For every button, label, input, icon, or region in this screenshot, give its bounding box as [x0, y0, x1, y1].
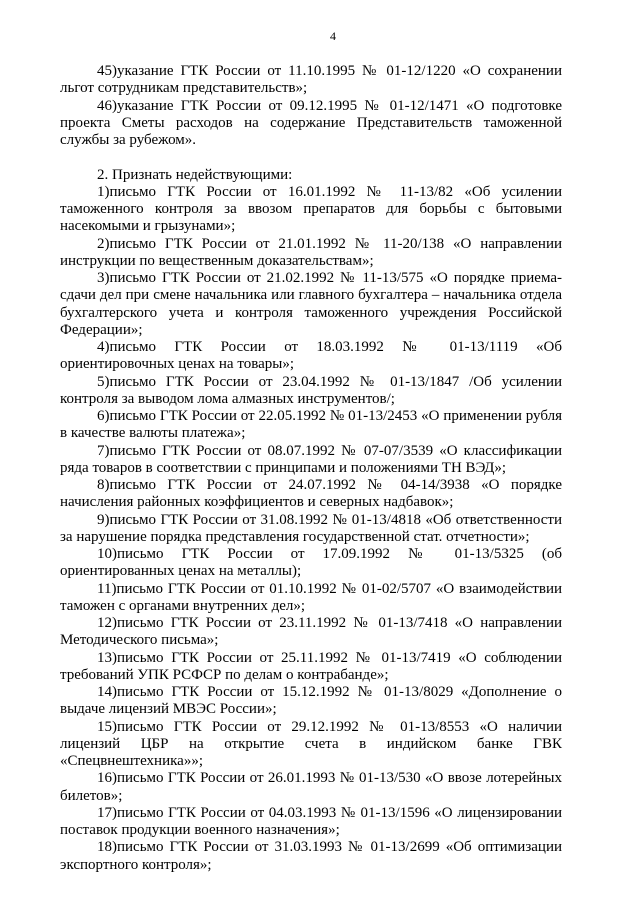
- list-item: 17)письмо ГТК России от 04.03.1993 № 01-13/1596 «О лицензировании поставок продукции военного назначения»;: [60, 804, 562, 838]
- list-item: 15)письмо ГТК России от 29.12.1992 № 01-13/8553 «О наличии лицензий ЦБР на открытие счета в индийском банке ГВК «Спецвнештехника»»;: [60, 718, 562, 769]
- list-item: 8)письмо ГТК России от 24.07.1992 № 04-14/3938 «О порядке начисления районных коэффициентов и северных надбавок»;: [60, 477, 562, 511]
- list-item: 1)письмо ГТК России от 16.01.1992 № 11-13/82 «Об усилении таможенного контроля за ввозом препаратов для борьбы с бытовыми насекомыми и грызунами»;: [60, 183, 562, 235]
- list-item: 14)письмо ГТК России от 15.12.1992 № 01-13/8029 «Дополнение о выдаче лицензий МВЭС России»;: [60, 684, 562, 718]
- list-item: 6)письмо ГТК России от 22.05.1992 № 01-13/2453 «О применении рубля в качестве валюты платежа»;: [60, 408, 562, 442]
- list-item: 3)письмо ГТК России от 21.02.1992 № 11-13/575 «О порядке приема-сдачи дел при смене начальника или главного бухгалтера – начальника отдела бухгалтерского учета и контроля таможенного учреждения Российской Федерации»;: [60, 270, 562, 338]
- list-item: 46)указание ГТК России от 09.12.1995 № 01-12/1471 «О подготовке проекта Сметы расходов на содержание Представительств таможенной службы за рубежом».: [60, 97, 562, 148]
- list-item: 4)письмо ГТК России от 18.03.1992 № 01-13/1119 «Об ориентировочных ценах на товары»;: [60, 339, 562, 373]
- list-item: 7)письмо ГТК России от 08.07.1992 № 07-07/3539 «О классификации ряда товаров в соответствии с принципами и положениями ТН ВЭД»;: [60, 442, 562, 476]
- list-item: 12)письмо ГТК России от 23.11.1992 № 01-13/7418 «О направлении Методического письма»;: [60, 615, 562, 649]
- list-item: 13)письмо ГТК России от 25.11.1992 № 01-13/7419 «О соблюдении требований УПК РСФСР по делам о контрабанде»;: [60, 649, 562, 683]
- list-item: 9)письмо ГТК России от 31.08.1992 № 01-13/4818 «Об ответственности за нарушение порядка представления государственной стат. отчетности»;: [60, 511, 562, 545]
- list-item: 16)письмо ГТК России от 26.01.1993 № 01-13/530 «О ввозе лотерейных билетов»;: [60, 770, 562, 804]
- list-item: 45)указание ГТК России от 11.10.1995 № 01-12/1220 «О сохранении льгот сотрудникам представительств»;: [60, 63, 562, 97]
- list-item: 5)письмо ГТК России от 23.04.1992 № 01-13/1847 /Об усилении контроля за выводом лома алмазных инструментов/;: [60, 373, 562, 407]
- section-heading: 2. Признать недействующими:: [97, 166, 293, 183]
- list-item: 18)письмо ГТК России от 31.03.1993 № 01-13/2699 «Об оптимизации экспортного контроля»;: [60, 839, 562, 873]
- list-item: 10)письмо ГТК России от 17.09.1992 № 01-13/5325 (об ориентированных ценах на металлы);: [60, 546, 562, 580]
- page-number: 4: [330, 29, 336, 43]
- list-item: 11)письмо ГТК России от 01.10.1992 № 01-02/5707 «О взаимодействии таможен с органами внутренних дел»;: [60, 580, 562, 614]
- list-item: 2)письмо ГТК России от 21.01.1992 № 11-20/138 «О направлении инструкции по вещественным доказательствам»;: [60, 235, 562, 269]
- document-body: [60, 63, 562, 874]
